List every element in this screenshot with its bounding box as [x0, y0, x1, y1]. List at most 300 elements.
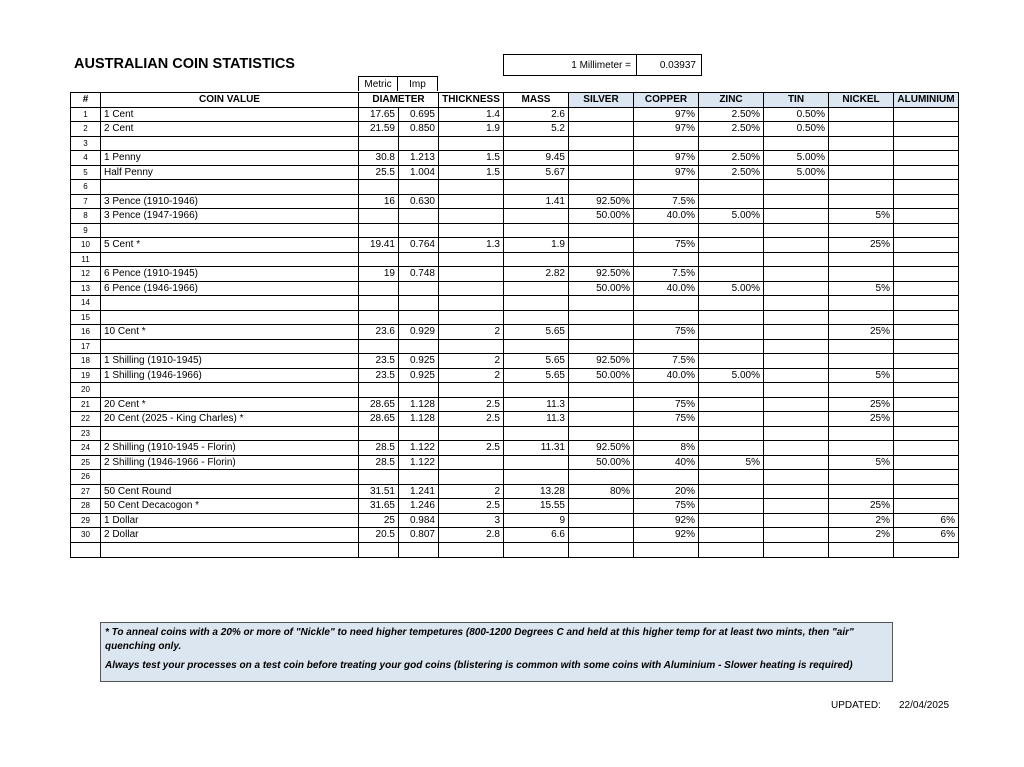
aluminium-cell: [894, 165, 959, 180]
coin-value-cell: 10 Cent *: [101, 325, 359, 340]
diameter-imp-cell: 1.246: [399, 499, 439, 514]
aluminium-cell: [894, 354, 959, 369]
nickel-cell: 5%: [829, 209, 894, 224]
aluminium-cell: [894, 325, 959, 340]
table-row: [71, 296, 959, 311]
col-header-mass: MASS: [504, 93, 569, 108]
copper-cell: 97%: [634, 107, 699, 122]
aluminium-cell: [894, 281, 959, 296]
copper-cell: [634, 339, 699, 354]
mass-cell: 2.6: [504, 107, 569, 122]
aluminium-cell: [894, 470, 959, 485]
aluminium-cell: [894, 397, 959, 412]
tin-cell: [764, 339, 829, 354]
coin-value-cell: 2 Dollar: [101, 528, 359, 543]
copper-cell: 75%: [634, 499, 699, 514]
table-row: [71, 223, 959, 238]
row-number-cell: 23: [71, 426, 101, 441]
mass-cell: [504, 426, 569, 441]
nickel-cell: [829, 180, 894, 195]
table-row: [71, 441, 959, 456]
nickel-cell: 25%: [829, 325, 894, 340]
copper-cell: 75%: [634, 412, 699, 427]
aluminium-cell: [894, 368, 959, 383]
diameter-metric-cell: 28.65: [359, 397, 399, 412]
mass-cell: 11.3: [504, 397, 569, 412]
aluminium-cell: [894, 151, 959, 166]
row-number-cell: 9: [71, 223, 101, 238]
tin-cell: [764, 528, 829, 543]
tin-cell: [764, 252, 829, 267]
silver-cell: 92.50%: [569, 354, 634, 369]
coin-value-cell: [101, 339, 359, 354]
tin-cell: [764, 180, 829, 195]
zinc-cell: 2.50%: [699, 165, 764, 180]
mass-cell: 1.9: [504, 238, 569, 253]
zinc-cell: [699, 499, 764, 514]
empty-cell: [699, 542, 764, 557]
diameter-imp-cell: 0.984: [399, 513, 439, 528]
table-row: [71, 136, 959, 151]
diameter-imp-cell: [399, 281, 439, 296]
copper-cell: 40.0%: [634, 368, 699, 383]
nickel-cell: [829, 122, 894, 137]
mass-cell: [504, 252, 569, 267]
coin-value-cell: 2 Cent: [101, 122, 359, 137]
diameter-imp-cell: [399, 296, 439, 311]
imp-unit-label: Imp: [397, 76, 438, 91]
table-row: [71, 267, 959, 282]
testing-note: Always test your processes on a test coin before treating your god coins (blistering is common with some coins with Aluminium - Slower heating is required): [105, 660, 853, 671]
row-number-cell: 26: [71, 470, 101, 485]
diameter-imp-cell: 0.925: [399, 354, 439, 369]
row-number-cell: 25: [71, 455, 101, 470]
tin-cell: [764, 455, 829, 470]
diameter-metric-cell: 23.6: [359, 325, 399, 340]
row-number-cell: 1: [71, 107, 101, 122]
mass-cell: 5.65: [504, 368, 569, 383]
empty-cell: [71, 542, 101, 557]
row-number-cell: 20: [71, 383, 101, 398]
copper-cell: 97%: [634, 151, 699, 166]
col-header-nickel: NICKEL: [829, 93, 894, 108]
diameter-metric-cell: 25: [359, 513, 399, 528]
mass-cell: [504, 223, 569, 238]
mm-conversion-box: [503, 54, 702, 76]
zinc-cell: [699, 339, 764, 354]
nickel-cell: 5%: [829, 455, 894, 470]
mass-cell: 9: [504, 513, 569, 528]
diameter-metric-cell: [359, 281, 399, 296]
zinc-cell: [699, 325, 764, 340]
diameter-imp-cell: [399, 252, 439, 267]
table-row: [71, 107, 959, 122]
copper-cell: 40.0%: [634, 209, 699, 224]
zinc-cell: [699, 397, 764, 412]
nickel-cell: 25%: [829, 412, 894, 427]
diameter-metric-cell: [359, 426, 399, 441]
coin-value-cell: 20 Cent (2025 - King Charles) *: [101, 412, 359, 427]
thickness-cell: [439, 310, 504, 325]
copper-cell: 7.5%: [634, 194, 699, 209]
thickness-cell: 1.5: [439, 151, 504, 166]
silver-cell: [569, 470, 634, 485]
coin-value-cell: 1 Dollar: [101, 513, 359, 528]
tin-cell: [764, 310, 829, 325]
metric-unit-label: Metric: [358, 76, 398, 91]
coin-value-cell: [101, 252, 359, 267]
silver-cell: [569, 107, 634, 122]
silver-cell: [569, 499, 634, 514]
copper-cell: 40.0%: [634, 281, 699, 296]
diameter-imp-cell: [399, 209, 439, 224]
thickness-cell: 2: [439, 354, 504, 369]
row-number-cell: 4: [71, 151, 101, 166]
copper-cell: [634, 180, 699, 195]
row-number-cell: 2: [71, 122, 101, 137]
copper-cell: [634, 426, 699, 441]
empty-cell: [569, 542, 634, 557]
diameter-metric-cell: 30.8: [359, 151, 399, 166]
row-number-cell: 10: [71, 238, 101, 253]
row-number-cell: 6: [71, 180, 101, 195]
thickness-cell: [439, 180, 504, 195]
nickel-cell: [829, 310, 894, 325]
row-number-cell: 21: [71, 397, 101, 412]
aluminium-cell: [894, 383, 959, 398]
diameter-imp-cell: [399, 383, 439, 398]
aluminium-cell: [894, 267, 959, 282]
silver-cell: [569, 325, 634, 340]
mass-cell: 5.67: [504, 165, 569, 180]
table-row: [71, 426, 959, 441]
aluminium-cell: [894, 238, 959, 253]
copper-cell: [634, 223, 699, 238]
row-number-cell: 13: [71, 281, 101, 296]
tin-cell: [764, 513, 829, 528]
diameter-metric-cell: 20.5: [359, 528, 399, 543]
diameter-metric-cell: [359, 339, 399, 354]
thickness-cell: [439, 383, 504, 398]
nickel-cell: [829, 194, 894, 209]
nickel-cell: [829, 223, 894, 238]
table-row: [71, 209, 959, 224]
diameter-imp-cell: 1.122: [399, 441, 439, 456]
mass-cell: 11.31: [504, 441, 569, 456]
diameter-imp-cell: 1.004: [399, 165, 439, 180]
silver-cell: 50.00%: [569, 281, 634, 296]
empty-cell: [399, 542, 439, 557]
coin-value-cell: [101, 426, 359, 441]
diameter-imp-cell: 0.850: [399, 122, 439, 137]
mass-cell: 5.65: [504, 325, 569, 340]
col-header-zinc: ZINC: [699, 93, 764, 108]
aluminium-cell: [894, 194, 959, 209]
nickel-cell: 25%: [829, 397, 894, 412]
aluminium-cell: [894, 441, 959, 456]
coin-value-cell: [101, 296, 359, 311]
coin-value-cell: 50 Cent Round: [101, 484, 359, 499]
copper-cell: 75%: [634, 325, 699, 340]
aluminium-cell: [894, 180, 959, 195]
diameter-metric-cell: 28.5: [359, 441, 399, 456]
aluminium-cell: [894, 499, 959, 514]
coin-value-cell: 3 Pence (1910-1946): [101, 194, 359, 209]
zinc-cell: [699, 136, 764, 151]
aluminium-cell: [894, 455, 959, 470]
aluminium-cell: [894, 412, 959, 427]
aluminium-cell: [894, 107, 959, 122]
diameter-imp-cell: 1.128: [399, 412, 439, 427]
mass-cell: 13.28: [504, 484, 569, 499]
tin-cell: 0.50%: [764, 107, 829, 122]
empty-cell: [764, 542, 829, 557]
nickel-cell: [829, 426, 894, 441]
mass-cell: [504, 383, 569, 398]
coin-value-cell: [101, 470, 359, 485]
silver-cell: [569, 252, 634, 267]
diameter-metric-cell: [359, 223, 399, 238]
diameter-metric-cell: 23.5: [359, 368, 399, 383]
coin-value-cell: 6 Pence (1910-1945): [101, 267, 359, 282]
diameter-metric-cell: 31.51: [359, 484, 399, 499]
silver-cell: 92.50%: [569, 441, 634, 456]
thickness-cell: 2.5: [439, 412, 504, 427]
empty-cell: [829, 542, 894, 557]
aluminium-cell: [894, 136, 959, 151]
mass-cell: [504, 310, 569, 325]
diameter-imp-cell: 0.925: [399, 368, 439, 383]
aluminium-cell: [894, 223, 959, 238]
copper-cell: [634, 296, 699, 311]
mass-cell: [504, 209, 569, 224]
col-header-number: #: [71, 93, 101, 108]
table-row: [71, 354, 959, 369]
thickness-cell: 2: [439, 325, 504, 340]
zinc-cell: 5.00%: [699, 368, 764, 383]
aluminium-cell: 6%: [894, 528, 959, 543]
coin-value-cell: 2 Shilling (1946-1966 - Florin): [101, 455, 359, 470]
silver-cell: [569, 122, 634, 137]
col-header-aluminium: ALUMINIUM: [894, 93, 959, 108]
row-number-cell: 12: [71, 267, 101, 282]
diameter-metric-cell: 23.5: [359, 354, 399, 369]
zinc-cell: 5.00%: [699, 281, 764, 296]
diameter-imp-cell: 1.241: [399, 484, 439, 499]
aluminium-cell: [894, 339, 959, 354]
row-number-cell: 5: [71, 165, 101, 180]
empty-cell: [359, 542, 399, 557]
diameter-imp-cell: [399, 426, 439, 441]
coin-value-cell: 50 Cent Decacogon *: [101, 499, 359, 514]
tin-cell: [764, 267, 829, 282]
diameter-metric-cell: 28.5: [359, 455, 399, 470]
copper-cell: 75%: [634, 397, 699, 412]
tin-cell: [764, 194, 829, 209]
table-row: [71, 339, 959, 354]
aluminium-cell: 6%: [894, 513, 959, 528]
row-number-cell: 15: [71, 310, 101, 325]
mass-cell: [504, 455, 569, 470]
zinc-cell: [699, 194, 764, 209]
copper-cell: [634, 470, 699, 485]
tin-cell: [764, 470, 829, 485]
aluminium-cell: [894, 296, 959, 311]
tin-cell: [764, 136, 829, 151]
coin-value-cell: 6 Pence (1946-1966): [101, 281, 359, 296]
diameter-imp-cell: 0.929: [399, 325, 439, 340]
diameter-metric-cell: [359, 136, 399, 151]
thickness-cell: 2.5: [439, 441, 504, 456]
col-header-coin-value: COIN VALUE: [101, 93, 359, 108]
table-row: [71, 281, 959, 296]
table-row: [71, 252, 959, 267]
diameter-imp-cell: 0.630: [399, 194, 439, 209]
thickness-cell: 2.5: [439, 397, 504, 412]
silver-cell: 92.50%: [569, 267, 634, 282]
zinc-cell: [699, 180, 764, 195]
zinc-cell: [699, 470, 764, 485]
nickel-cell: [829, 267, 894, 282]
zinc-cell: [699, 354, 764, 369]
zinc-cell: [699, 310, 764, 325]
row-number-cell: 8: [71, 209, 101, 224]
diameter-metric-cell: [359, 383, 399, 398]
table-row: [71, 368, 959, 383]
row-number-cell: 28: [71, 499, 101, 514]
thickness-cell: 1.9: [439, 122, 504, 137]
thickness-cell: 1.4: [439, 107, 504, 122]
coin-value-cell: [101, 136, 359, 151]
tin-cell: [764, 209, 829, 224]
mass-cell: [504, 281, 569, 296]
nickel-cell: [829, 484, 894, 499]
thickness-cell: [439, 136, 504, 151]
diameter-metric-cell: 31.65: [359, 499, 399, 514]
empty-cell: [439, 542, 504, 557]
mass-cell: [504, 339, 569, 354]
diameter-metric-cell: [359, 252, 399, 267]
annealing-note: * To anneal coins with a 20% or more of "Nickle" to need higher tempetures (800-1200 Degrees C and held at this higher temp for at least two mints, then "air" quenching only.: [105, 627, 854, 652]
row-number-cell: 24: [71, 441, 101, 456]
table-row-empty: [71, 542, 959, 557]
thickness-cell: [439, 339, 504, 354]
empty-cell: [634, 542, 699, 557]
mass-cell: 2.82: [504, 267, 569, 282]
zinc-cell: 5.00%: [699, 209, 764, 224]
zinc-cell: [699, 383, 764, 398]
tin-cell: [764, 484, 829, 499]
table-row: [71, 194, 959, 209]
diameter-imp-cell: [399, 310, 439, 325]
mass-cell: 1.41: [504, 194, 569, 209]
table-row: [71, 122, 959, 137]
row-number-cell: 14: [71, 296, 101, 311]
col-header-thickness: THICKNESS: [439, 93, 504, 108]
coin-value-cell: 20 Cent *: [101, 397, 359, 412]
thickness-cell: [439, 223, 504, 238]
silver-cell: [569, 223, 634, 238]
tin-cell: [764, 412, 829, 427]
row-number-cell: 18: [71, 354, 101, 369]
mass-cell: [504, 470, 569, 485]
table-row: [71, 455, 959, 470]
thickness-cell: 3: [439, 513, 504, 528]
coin-statistics-table: [70, 92, 959, 558]
diameter-metric-cell: 19.41: [359, 238, 399, 253]
empty-cell: [894, 542, 959, 557]
coin-value-cell: 1 Shilling (1910-1945): [101, 354, 359, 369]
page-title: AUSTRALIAN COIN STATISTICS: [74, 56, 295, 72]
row-number-cell: 30: [71, 528, 101, 543]
nickel-cell: [829, 151, 894, 166]
copper-cell: 97%: [634, 165, 699, 180]
row-number-cell: 17: [71, 339, 101, 354]
silver-cell: 50.00%: [569, 209, 634, 224]
thickness-cell: 2.8: [439, 528, 504, 543]
table-row: [71, 165, 959, 180]
mass-cell: 11.3: [504, 412, 569, 427]
nickel-cell: 2%: [829, 513, 894, 528]
thickness-cell: 1.5: [439, 165, 504, 180]
tin-cell: [764, 383, 829, 398]
table-row: [71, 310, 959, 325]
diameter-imp-cell: [399, 180, 439, 195]
zinc-cell: [699, 296, 764, 311]
nickel-cell: [829, 441, 894, 456]
zinc-cell: [699, 267, 764, 282]
diameter-imp-cell: 1.122: [399, 455, 439, 470]
diameter-imp-cell: [399, 470, 439, 485]
table-row: [71, 397, 959, 412]
zinc-cell: [699, 223, 764, 238]
col-header-diameter: DIAMETER: [359, 93, 439, 108]
copper-cell: 8%: [634, 441, 699, 456]
coin-value-cell: 2 Shilling (1910-1945 - Florin): [101, 441, 359, 456]
tin-cell: [764, 325, 829, 340]
table-row: [71, 470, 959, 485]
mass-cell: 9.45: [504, 151, 569, 166]
zinc-cell: [699, 252, 764, 267]
diameter-metric-cell: 19: [359, 267, 399, 282]
row-number-cell: 16: [71, 325, 101, 340]
col-header-tin: TIN: [764, 93, 829, 108]
diameter-metric-cell: 21.59: [359, 122, 399, 137]
diameter-metric-cell: [359, 310, 399, 325]
nickel-cell: [829, 165, 894, 180]
thickness-cell: [439, 296, 504, 311]
zinc-cell: [699, 238, 764, 253]
table-row: [71, 484, 959, 499]
silver-cell: [569, 426, 634, 441]
coin-value-cell: 1 Penny: [101, 151, 359, 166]
silver-cell: [569, 397, 634, 412]
table-row: [71, 180, 959, 195]
thickness-cell: [439, 209, 504, 224]
tin-cell: [764, 426, 829, 441]
col-header-silver: SILVER: [569, 93, 634, 108]
diameter-imp-cell: [399, 136, 439, 151]
tin-cell: 5.00%: [764, 165, 829, 180]
diameter-metric-cell: [359, 209, 399, 224]
conversion-value: 0.03937: [637, 55, 702, 76]
nickel-cell: [829, 470, 894, 485]
silver-cell: 50.00%: [569, 455, 634, 470]
nickel-cell: [829, 107, 894, 122]
diameter-imp-cell: [399, 223, 439, 238]
mass-cell: [504, 136, 569, 151]
mass-cell: 6.6: [504, 528, 569, 543]
